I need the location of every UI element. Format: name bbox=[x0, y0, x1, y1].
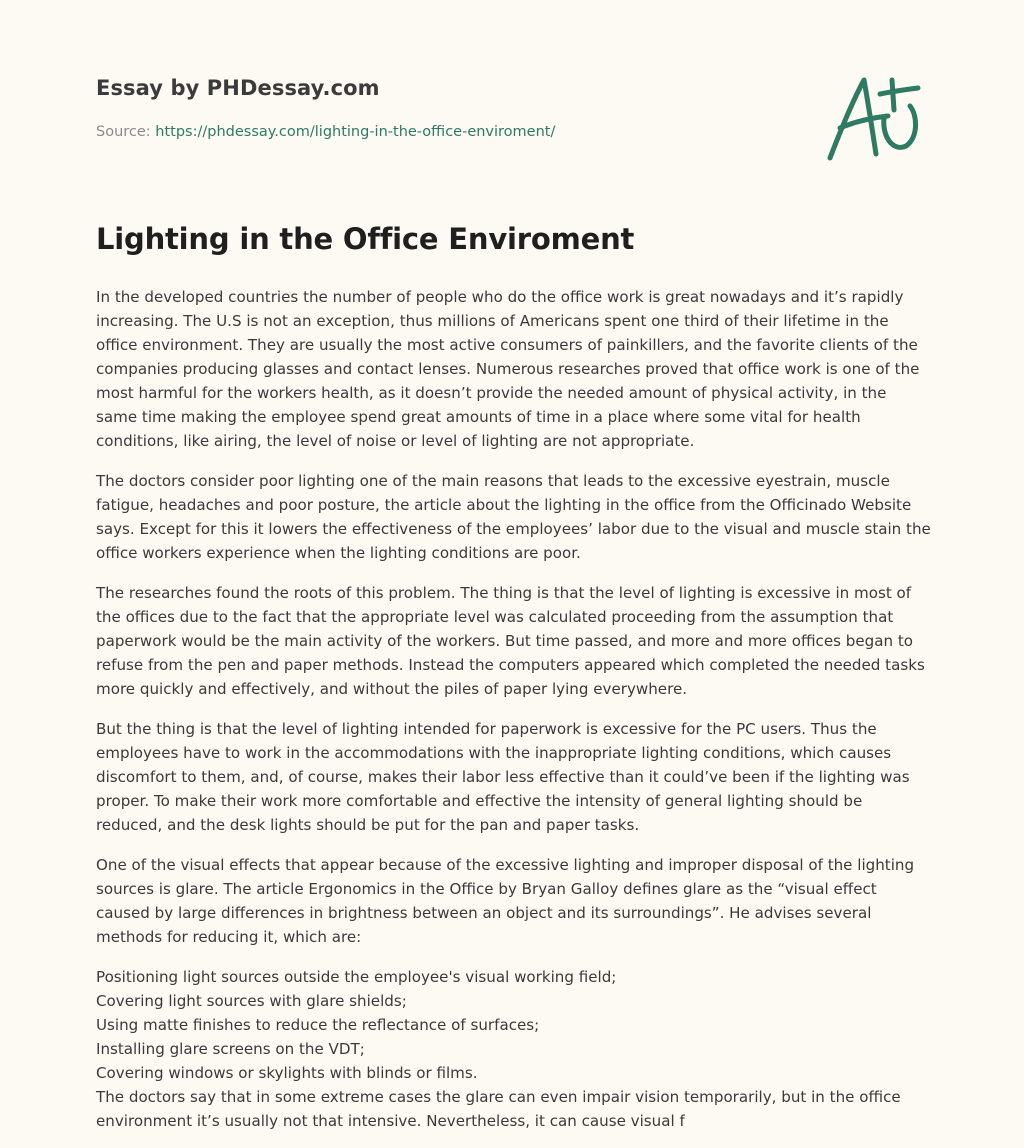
list-item: Covering light sources with glare shields; bbox=[96, 992, 407, 1010]
paragraph: The doctors consider poor lighting one of the main reasons that leads to the excessive eyestrain, muscle fatigue, headaches and poor posture, the article about the lighting in the office from the Officinado Website says. Except for this it lowers the effectiveness of the employees’ labor due to the visual and muscle stain the office workers experience when the lighting conditions are poor. bbox=[96, 472, 931, 562]
source-line bbox=[96, 124, 555, 140]
paragraph: The researches found the roots of this problem. The thing is that the level of lighting is excessive in most of the offices due to the fact that the appropriate level was calculated proceeding from the assumption that paperwork would be the main activity of the workers. But time passed, and more and more offices began to refuse from the pen and paper methods. Instead the computers appeared which completed the needed tasks more quickly and effectively, and without the piles of paper lying everywhere. bbox=[96, 584, 925, 698]
brand-title: Essay by PHDessay.com bbox=[96, 76, 380, 100]
essay-title: Lighting in the Office Enviroment bbox=[96, 222, 635, 256]
a-plus-grade-icon bbox=[818, 66, 930, 166]
paragraph: In the developed countries the number of people who do the office work is great nowadays and it’s rapidly increasing. The U.S is not an exception, thus millions of Americans spent one third of their lifetime in the office environment. They are usually the most active consumers of painkillers, and the favorite clients of the companies producing glasses and contact lenses. Numerous researches proved that office work is one of the most harmful for the workers health, as it doesn’t provide the needed amount of physical activity, in the same time making the employee spend great amounts of time in a place where some vital for health conditions, like airing, the level of noise or level of lighting are not appropriate. bbox=[96, 288, 920, 450]
list-item: Installing glare screens on the VDT; bbox=[96, 1040, 365, 1058]
list-item: Positioning light sources outside the employee's visual working field; bbox=[96, 968, 617, 986]
list-item: Covering windows or skylights with blinds or films. bbox=[96, 1064, 478, 1082]
essay-body bbox=[96, 285, 932, 1133]
glare-methods-list bbox=[96, 965, 932, 1133]
closing-text: The doctors say that in some extreme cases the glare can even impair vision temporarily, but in the office environment it’s usually not that intensive. Nevertheless, it can cause visual f bbox=[96, 1088, 901, 1130]
paragraph: One of the visual effects that appear because of the excessive lighting and improper disposal of the lighting sources is glare. The article Ergonomics in the Office by Bryan Galloy defines glare as the “visual effect caused by large differences in brightness between an object and its surroundings”. He advises several methods for reducing it, which are: bbox=[96, 856, 915, 946]
list-item: Using matte finishes to reduce the reflectance of surfaces; bbox=[96, 1016, 540, 1034]
source-label: Source: bbox=[96, 124, 156, 140]
source-link[interactable]: https://phdessay.com/lighting-in-the-office-enviroment/ bbox=[155, 124, 556, 140]
paragraph: But the thing is that the level of lighting intended for paperwork is excessive for the PC users. Thus the employees have to work in the accommodations with the inappropriate lighting conditions, which causes discomfort to them, and, of course, makes their labor less effective than it could’ve been if the lighting was proper. To make their work more comfortable and effective the intensity of general lighting should be reduced, and the desk lights should be put for the pan and paper tasks. bbox=[96, 720, 910, 834]
